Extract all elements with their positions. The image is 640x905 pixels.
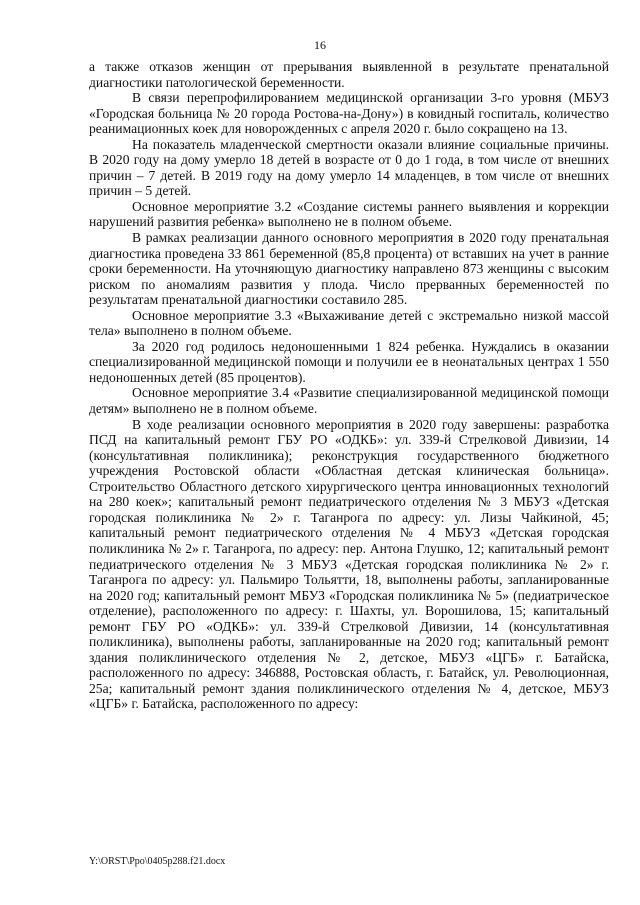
paragraph-covid-hospital: В связи перепрофилированием медицинской организации 3-го уровня (МБУЗ «Городская больница № 20 города Ростова-на-Дону») в ковидный госпиталь, количество реанимационных коек для новорожденных с апреля 2020 г. было сокращено на 13. — [89, 90, 609, 137]
paragraph-prenatal-diagnostics: В рамках реализации данного основного мероприятия в 2020 году пренатальная диагностика проведена 33 861 беременной (85,8 процента) от вставших на учет в ранние сроки беременности. На уточняющую диагностику направлено 873 женщины с высоким риском по аномалиям развития у плода. Число прерванных беременностей по результатам пренатальной диагностики составило 285. — [89, 230, 609, 308]
document-body — [89, 59, 609, 712]
footer-file-path: Y:\ORST\Ppo\0405p288.f21.docx — [89, 856, 226, 867]
paragraph-infant-mortality: На показатель младенческой смертности оказали влияние социальные причины. В 2020 году на дому умерло 18 детей в возрасте от 0 до 1 года, в том числе от внешних причин – 7 детей. В 2019 году на дому умерло 14 младенцев, в том числе от внешних причин – 5 детей. — [89, 136, 609, 199]
paragraph-premature-births: За 2020 год родилось недоношенными 1 824 ребенка. Нуждались в оказании специализированной медицинской помощи и получили ее в неонатальных центрах 1 550 недоношенных детей (85 процентов). — [89, 338, 609, 385]
page-number: 16 — [314, 38, 326, 52]
paragraph-measure-3-3: Основное мероприятие 3.3 «Выхаживание детей с экстремально низкой массой тела» выполнено в полном объеме. — [89, 307, 609, 339]
paragraph-construction-works: В ходе реализации основного мероприятия в 2020 году завершены: разработка ПСД на капитальный ремонт ГБУ РО «ОДКБ»: ул. 339-й Стрелковой Дивизии, 14 (консультативная поликлиника); реконструкция государственного бюджетного учреждения Ростовской области «Областная детская клиническая больница». Строительство Областного детского хирургического центра инновационных технологий на 280 коек»; капитальный ремонт педиатрического отделения № 3 МБУЗ «Детская городская поликлиника № 2» г. Таганрога по адресу: ул. Лизы Чайкиной, 45; капитальный ремонт педиатрического отделения № 4 МБУЗ «Детская городская поликлиника № 2» г. Таганрога, по адресу: пер. Антона Глушко, 12; капитальный ремонт педиатрического отделения № 3 МБУЗ «Детская городская поликлиника № 2» г. Таганрога по адресу: ул. Пальмиро Тольятти, 18, выполнены работы, запланированные на 2020 год; капитальный ремонт МБУЗ «Городская поликлиника № 5» (педиатрическое отделение), расположенного по адресу: г. Шахты, ул. Ворошилова, 15; капитальный ремонт ГБУ РО «ОДКБ»: ул. 339-й Стрелковой Дивизии, 14 (консультативная поликлиника), выполнены работы, запланированные на 2020 год; капитальный ремонт здания поликлинического отделения № 2, детское, МБУЗ «ЦГБ» г. Батайска, расположенного по адресу: 346888, Ростовская область, г. Батайск, ул. Революционная, 25а; капитальный ремонт здания поликлинического отделения № 4, детское, МБУЗ «ЦГБ» г. Батайска, расположенного по адресу: — [89, 416, 609, 712]
paragraph-measure-3-2: Основное мероприятие 3.2 «Создание системы раннего выявления и коррекции нарушений развития ребенка» выполнено не в полном объеме. — [89, 198, 609, 230]
paragraph-measure-3-4: Основное мероприятие 3.4 «Развитие специализированной медицинской помощи детям» выполнено не в полном объеме. — [89, 385, 609, 417]
paragraph-continuation: а также отказов женщин от прерывания выявленной в результате пренатальной диагностики патологической беременности. — [89, 59, 609, 90]
